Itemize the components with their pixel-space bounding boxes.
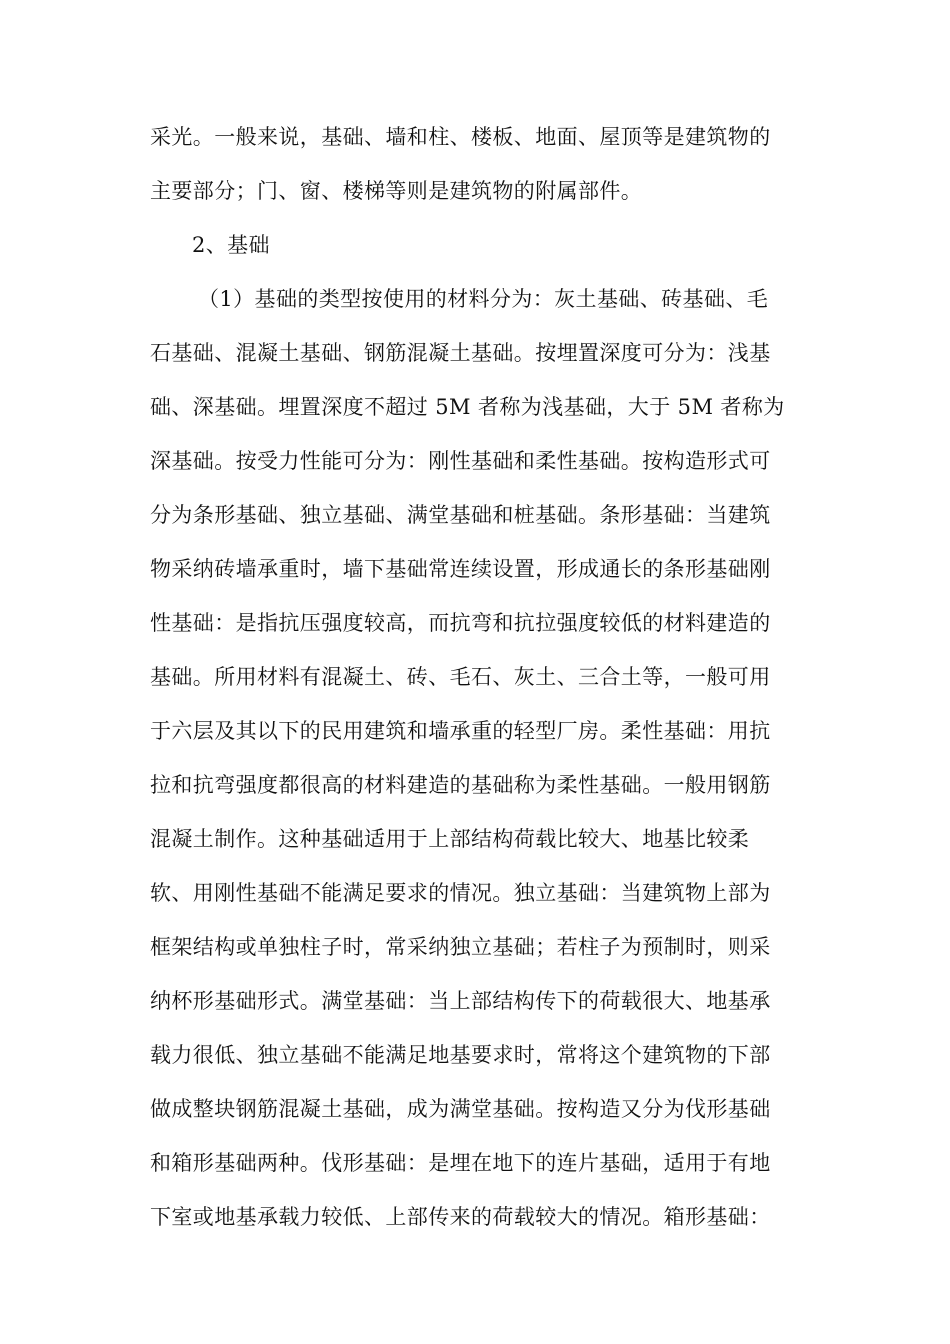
text-line: 于六层及其以下的民用建筑和墙承重的轻型厂房。柔性基础：用抗 — [150, 719, 771, 743]
text-line: 性基础：是指抗压强度较高，而抗弯和抗拉强度较低的材料建造的 — [150, 611, 771, 635]
text-line: 纳杯形基础形式。满堂基础：当上部结构传下的荷载很大、地基承 — [150, 989, 771, 1013]
text-line: 下室或地基承载力较低、上部传来的荷载较大的情况。箱形基础： — [150, 1205, 771, 1229]
text-line: 物采纳砖墙承重时，墙下基础常连续设置，形成通长的条形基础刚 — [150, 557, 771, 581]
text-line: 和箱形基础两种。伐形基础：是埋在地下的连片基础，适用于有地 — [150, 1151, 771, 1175]
text-line: 框架结构或单独柱子时，常采纳独立基础；若柱子为预制时，则采 — [150, 935, 771, 959]
text-line: 混凝土制作。这种基础适用于上部结构荷载比较大、地基比较柔 — [150, 827, 750, 851]
paragraph-first-line: （1）基础的类型按使用的材料分为：灰土基础、砖基础、毛 — [198, 287, 769, 311]
text-line: 做成整块钢筋混凝土基础，成为满堂基础。按构造又分为伐形基础 — [150, 1097, 771, 1121]
text-line: 深基础。按受力性能可分为：刚性基础和柔性基础。按构造形式可 — [150, 449, 771, 473]
body-text — [150, 110, 800, 1244]
text-line: 石基础、混凝土基础、钢筋混凝土基础。按埋置深度可分为：浅基 — [150, 341, 771, 365]
section-heading: 2、基础 — [192, 233, 270, 257]
text-line: 软、用刚性基础不能满足要求的情况。独立基础：当建筑物上部为 — [150, 881, 771, 905]
text-line: 主要部分；门、窗、楼梯等则是建筑物的附属部件。 — [150, 179, 643, 203]
text-line: 拉和抗弯强度都很高的材料建造的基础称为柔性基础。一般用钢筋 — [150, 773, 771, 797]
text-line: 基础。所用材料有混凝土、砖、毛石、灰土、三合土等，一般可用 — [150, 665, 771, 689]
text-line: 分为条形基础、独立基础、满堂基础和桩基础。条形基础：当建筑 — [150, 503, 771, 527]
text-line: 载力很低、独立基础不能满足地基要求时，常将这个建筑物的下部 — [150, 1043, 771, 1067]
text-line: 础、深基础。埋置深度不超过 5M 者称为浅基础，大于 5M 者称为 — [150, 395, 785, 419]
text-line: 采光。一般来说，基础、墙和柱、楼板、地面、屋顶等是建筑物的 — [150, 125, 771, 149]
